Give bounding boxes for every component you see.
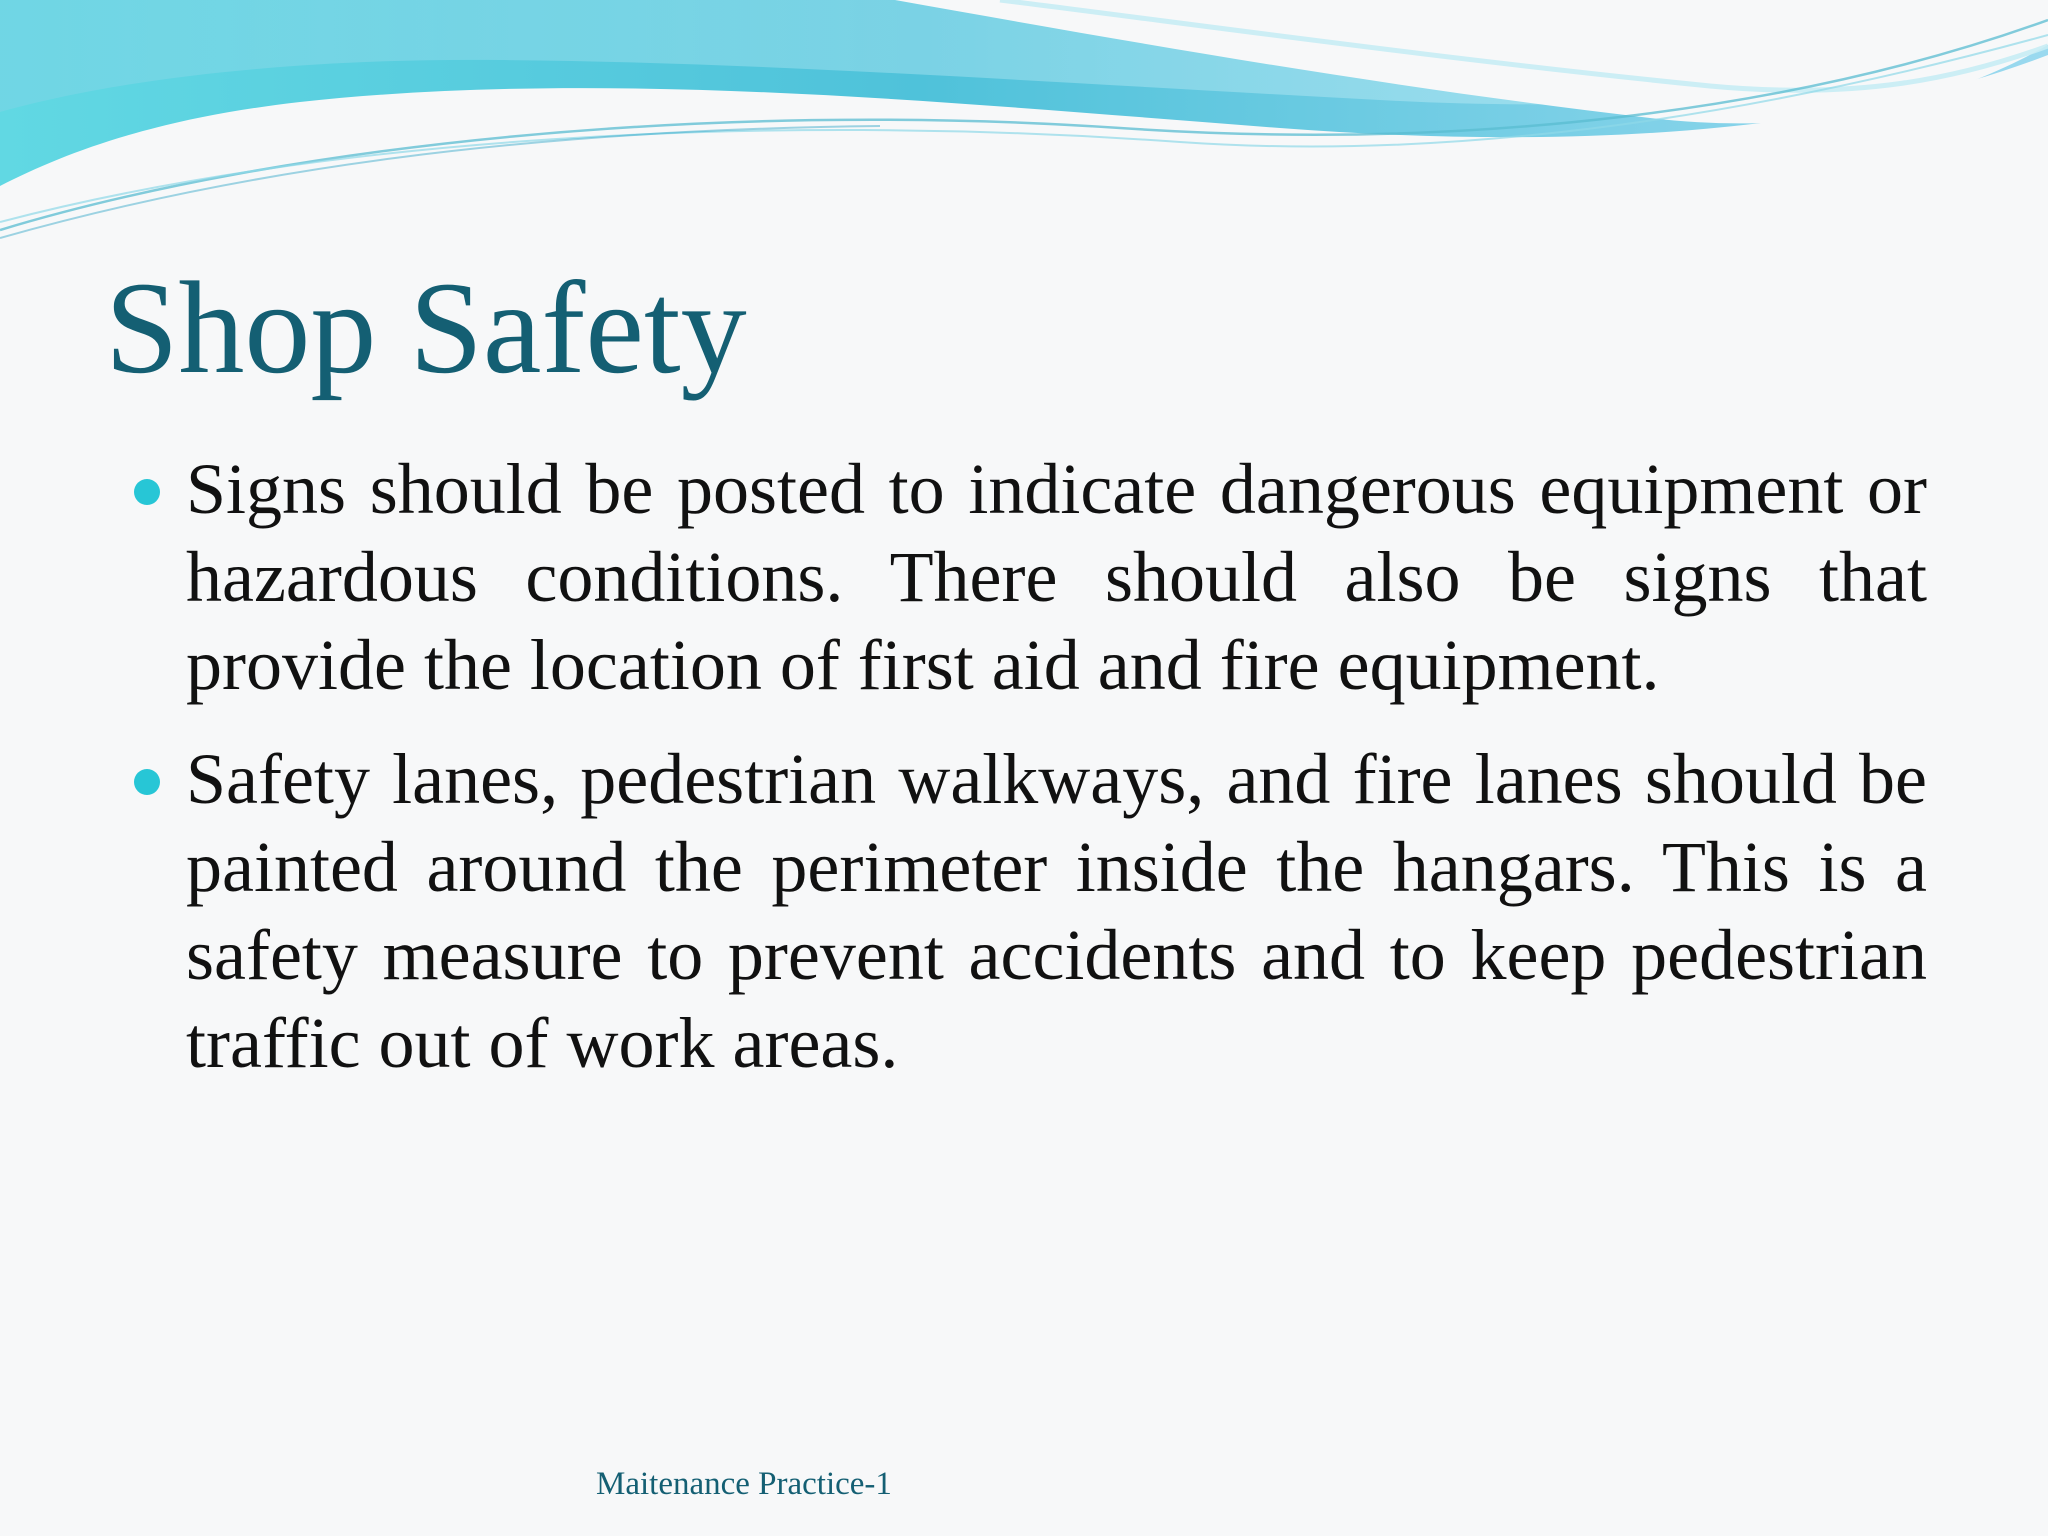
bullet-item-safety-lanes: [130, 735, 1927, 1087]
decorative-wave-banner: [0, 0, 2048, 240]
bullet-dot-icon: [134, 769, 160, 795]
slide-footer: Maitenance Practice-1: [596, 1466, 892, 1502]
bullet-item-signs: [130, 445, 1927, 709]
bullet-dot-icon: [134, 479, 160, 505]
bullet-text-safety-lanes: Safety lanes, pedestrian walkways, and fire lanes should be painted around the perimeter inside the hangars. This is a safety measure to prevent accidents and to keep pedestrian traffic out of work areas.: [186, 739, 1927, 1083]
bullet-list: [130, 445, 1927, 1113]
bullet-text-signs: Signs should be posted to indicate dangerous equipment or hazardous conditions. There should also be signs that provide the location of first aid and fire equipment.: [186, 449, 1927, 705]
slide-title: Shop Safety: [105, 254, 747, 401]
